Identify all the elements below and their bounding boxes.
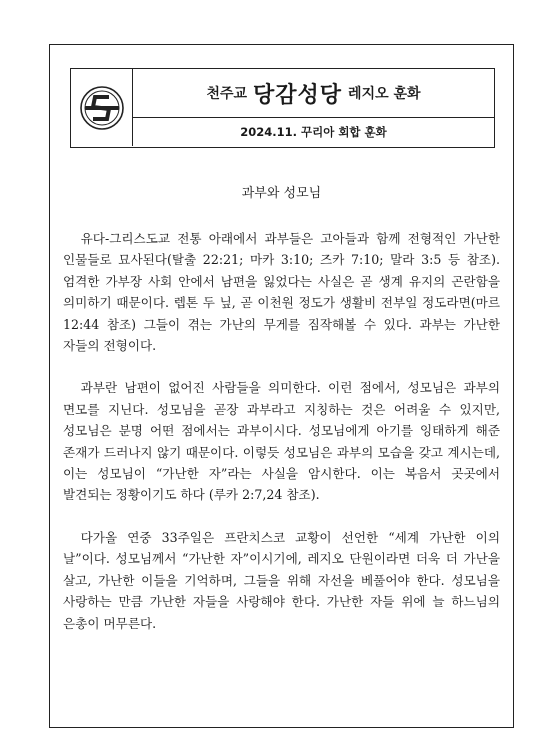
parish-logo-cell: [71, 69, 133, 146]
header-subtitle: 2024.11. 꾸리아 회합 훈화: [240, 125, 387, 139]
header-box: [70, 68, 495, 148]
paragraph: 유다-그리스도교 전통 아래에서 과부들은 고아들과 함께 전형적인 가난한 인물들로 묘사된다(탈출 22:21; 마카 3:10; 즈카 7:10; 말라 3:5 등 참조). 엄격한 가부장 사회 안에서 남편을 잃었다는 사실은 곧 생계 유지의 곤란함을 의미하기 때문이다. 렙톤 두 닢, 곧 이천원 정도가 생활비 전부일 정도라면(마르 12:44 참조) 그들이 겪는 가난의 무게를 짐작해볼 수 있다. 과부는 가난한 자들의 전형이다.: [63, 231, 500, 354]
paragraph: 과부란 남편이 없어진 사람들을 의미한다. 이런 점에서, 성모님은 과부의 면모를 지닌다. 성모님을 곧장 과부라고 지칭하는 것은 어려울 수 있지만, 성모님은 분명 어떤 점에서는 과부이시다. 성모님에게 아기를 잉태하게 해준 존재가 드러나지 않기 때문이다. 이렇듯 성모님은 과부의 모습을 갖고 계시는데, 이는 성모님이 “가난한 자”라는 사실을 암시한다. 이는 복음서 곳곳에서 발견되는 정황이기도 하다 (루카 2:7,24 참조).: [63, 380, 500, 503]
parish-logo-icon: [79, 85, 125, 131]
document-title: 과부와 성모님: [241, 186, 322, 201]
document-body: [63, 228, 500, 655]
header-suffix: 레지오 훈화: [348, 86, 421, 102]
header-parish-name: 당감성당: [253, 82, 343, 108]
paragraph: 다가올 연중 33주일은 프란치스코 교황이 선언한 “세계 가난한 이의 날”이다. 성모님께서 “가난한 자”이시기에, 레지오 단원이라면 더욱 더 가난을 살고, 가난한 이들을 기억하며, 그들을 위해 자선을 베풀어야 한다. 성모님을 사랑하는 만큼 가난한 자들을 사랑해야 한다. 가난한 자들 위에 늘 하느님의 은총이 머무른다.: [63, 529, 500, 631]
header-prefix: 천주교: [206, 86, 248, 102]
header-title-row: [133, 69, 494, 118]
